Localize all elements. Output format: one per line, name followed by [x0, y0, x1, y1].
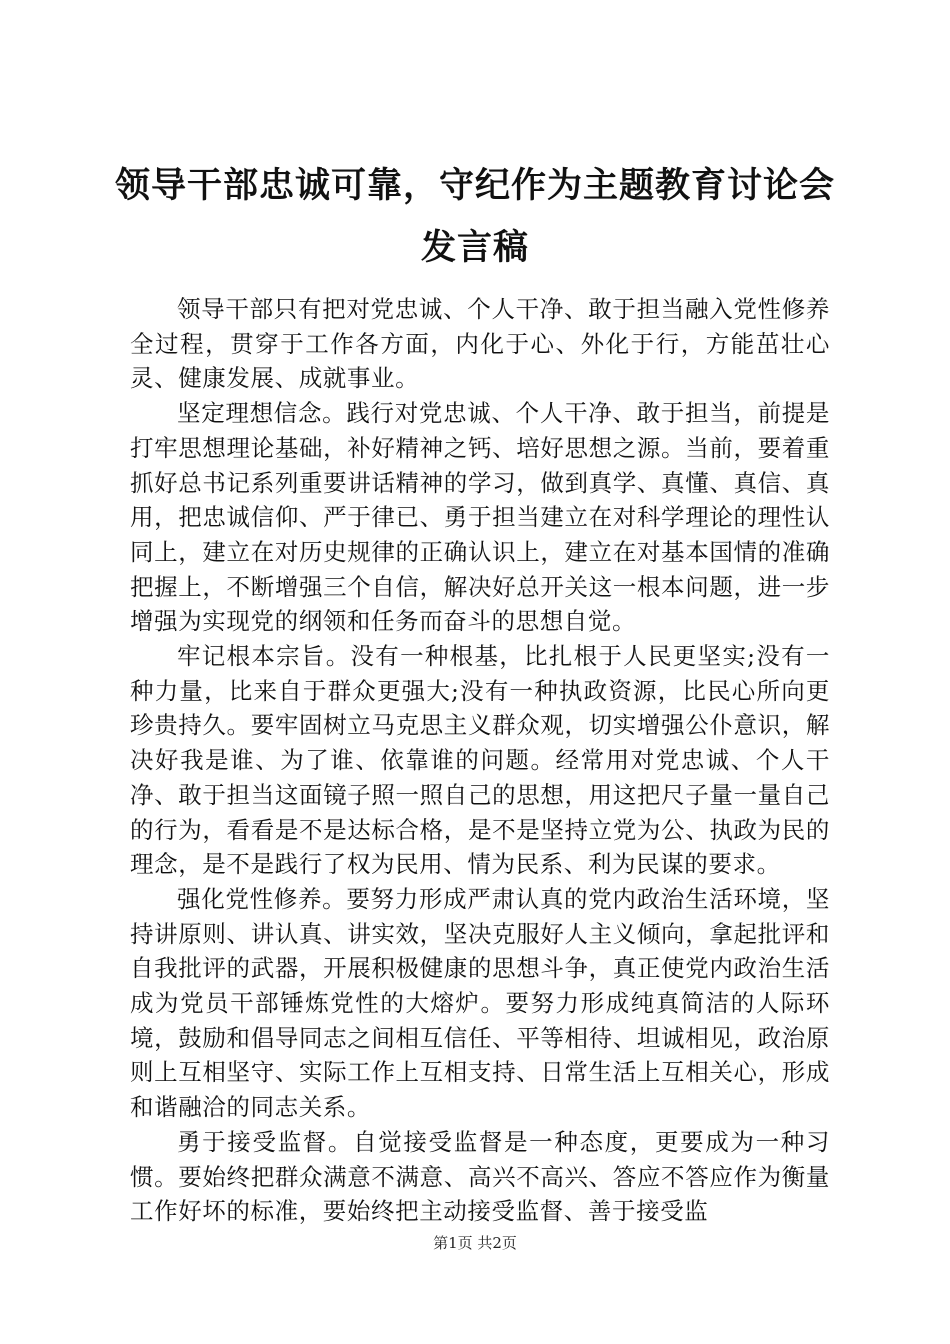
paragraph-intro: 领导干部只有把对党忠诚、个人干净、敢于担当融入党性修养全过程，贯穿于工作各方面，内化于心、外化于行，方能茁壮心灵、健康发展、成就事业。 — [130, 295, 830, 393]
page-footer: 第1页 共2页 — [433, 1234, 517, 1252]
paragraph-supervision: 勇于接受监督。自觉接受监督是一种态度，更要成为一种习惯。要始终把群众满意不满意、高兴不高兴、答应不答应作为衡量工作好坏的标准，要始终把主动接受监督、善于接受监 — [130, 1127, 830, 1226]
paragraph-party-spirit: 强化党性修养。要努力形成严肃认真的党内政治生活环境，坚持讲原则、讲认真、讲实效，坚决克服好人主义倾向，拿起批评和自我批评的武器，开展积极健康的思想斗争，真正使党内政治生活成为党员干部锤炼党性的大熔炉。要努力形成纯真简洁的人际环境，鼓励和倡导同志之间相互信任、平等相待、坦诚相见，政治原则上互相坚守、实际工作上互相支持、日常生活上互相关心，形成和谐融洽的同志关系。 — [130, 884, 830, 1122]
paragraph-purpose: 牢记根本宗旨。没有一种根基，比扎根于人民更坚实;没有一种力量，比来自于群众更强大;没有一种执政资源，比民心所向更珍贵持久。要牢固树立马克思主义群众观，切实增强公仆意识，解决好我是谁、为了谁、依靠谁的问题。经常用对党忠诚、个人干净、敢于担当这面镜子照一照自己的思想，用这把尺子量一量自己的行为，看看是不是达标合格，是不是坚持立党为公、执政为民的理念，是不是践行了权为民用、情为民系、利为民谋的要求。 — [130, 642, 830, 879]
document-body — [130, 292, 830, 1229]
document-title-line-2: 发言稿 — [420, 228, 529, 268]
document-title-line-1: 领导干部忠诚可靠，守纪作为主题教育讨论会 — [114, 166, 835, 206]
paragraph-ideals: 坚定理想信念。践行对党忠诚、个人干净、敢于担当，前提是打牢思想理论基础，补好精神之钙、培好思想之源。当前，要着重抓好总书记系列重要讲话精神的学习，做到真学、真懂、真信、真用，把忠诚信仰、严于律已、勇于担当建立在对科学理论的理性认同上，建立在对历史规律的正确认识上，建立在对基本国情的准确把握上，不断增强三个自信，解决好总开关这一根本问题，进一步增强为实现党的纲领和任务而奋斗的思想自觉。 — [130, 399, 830, 636]
